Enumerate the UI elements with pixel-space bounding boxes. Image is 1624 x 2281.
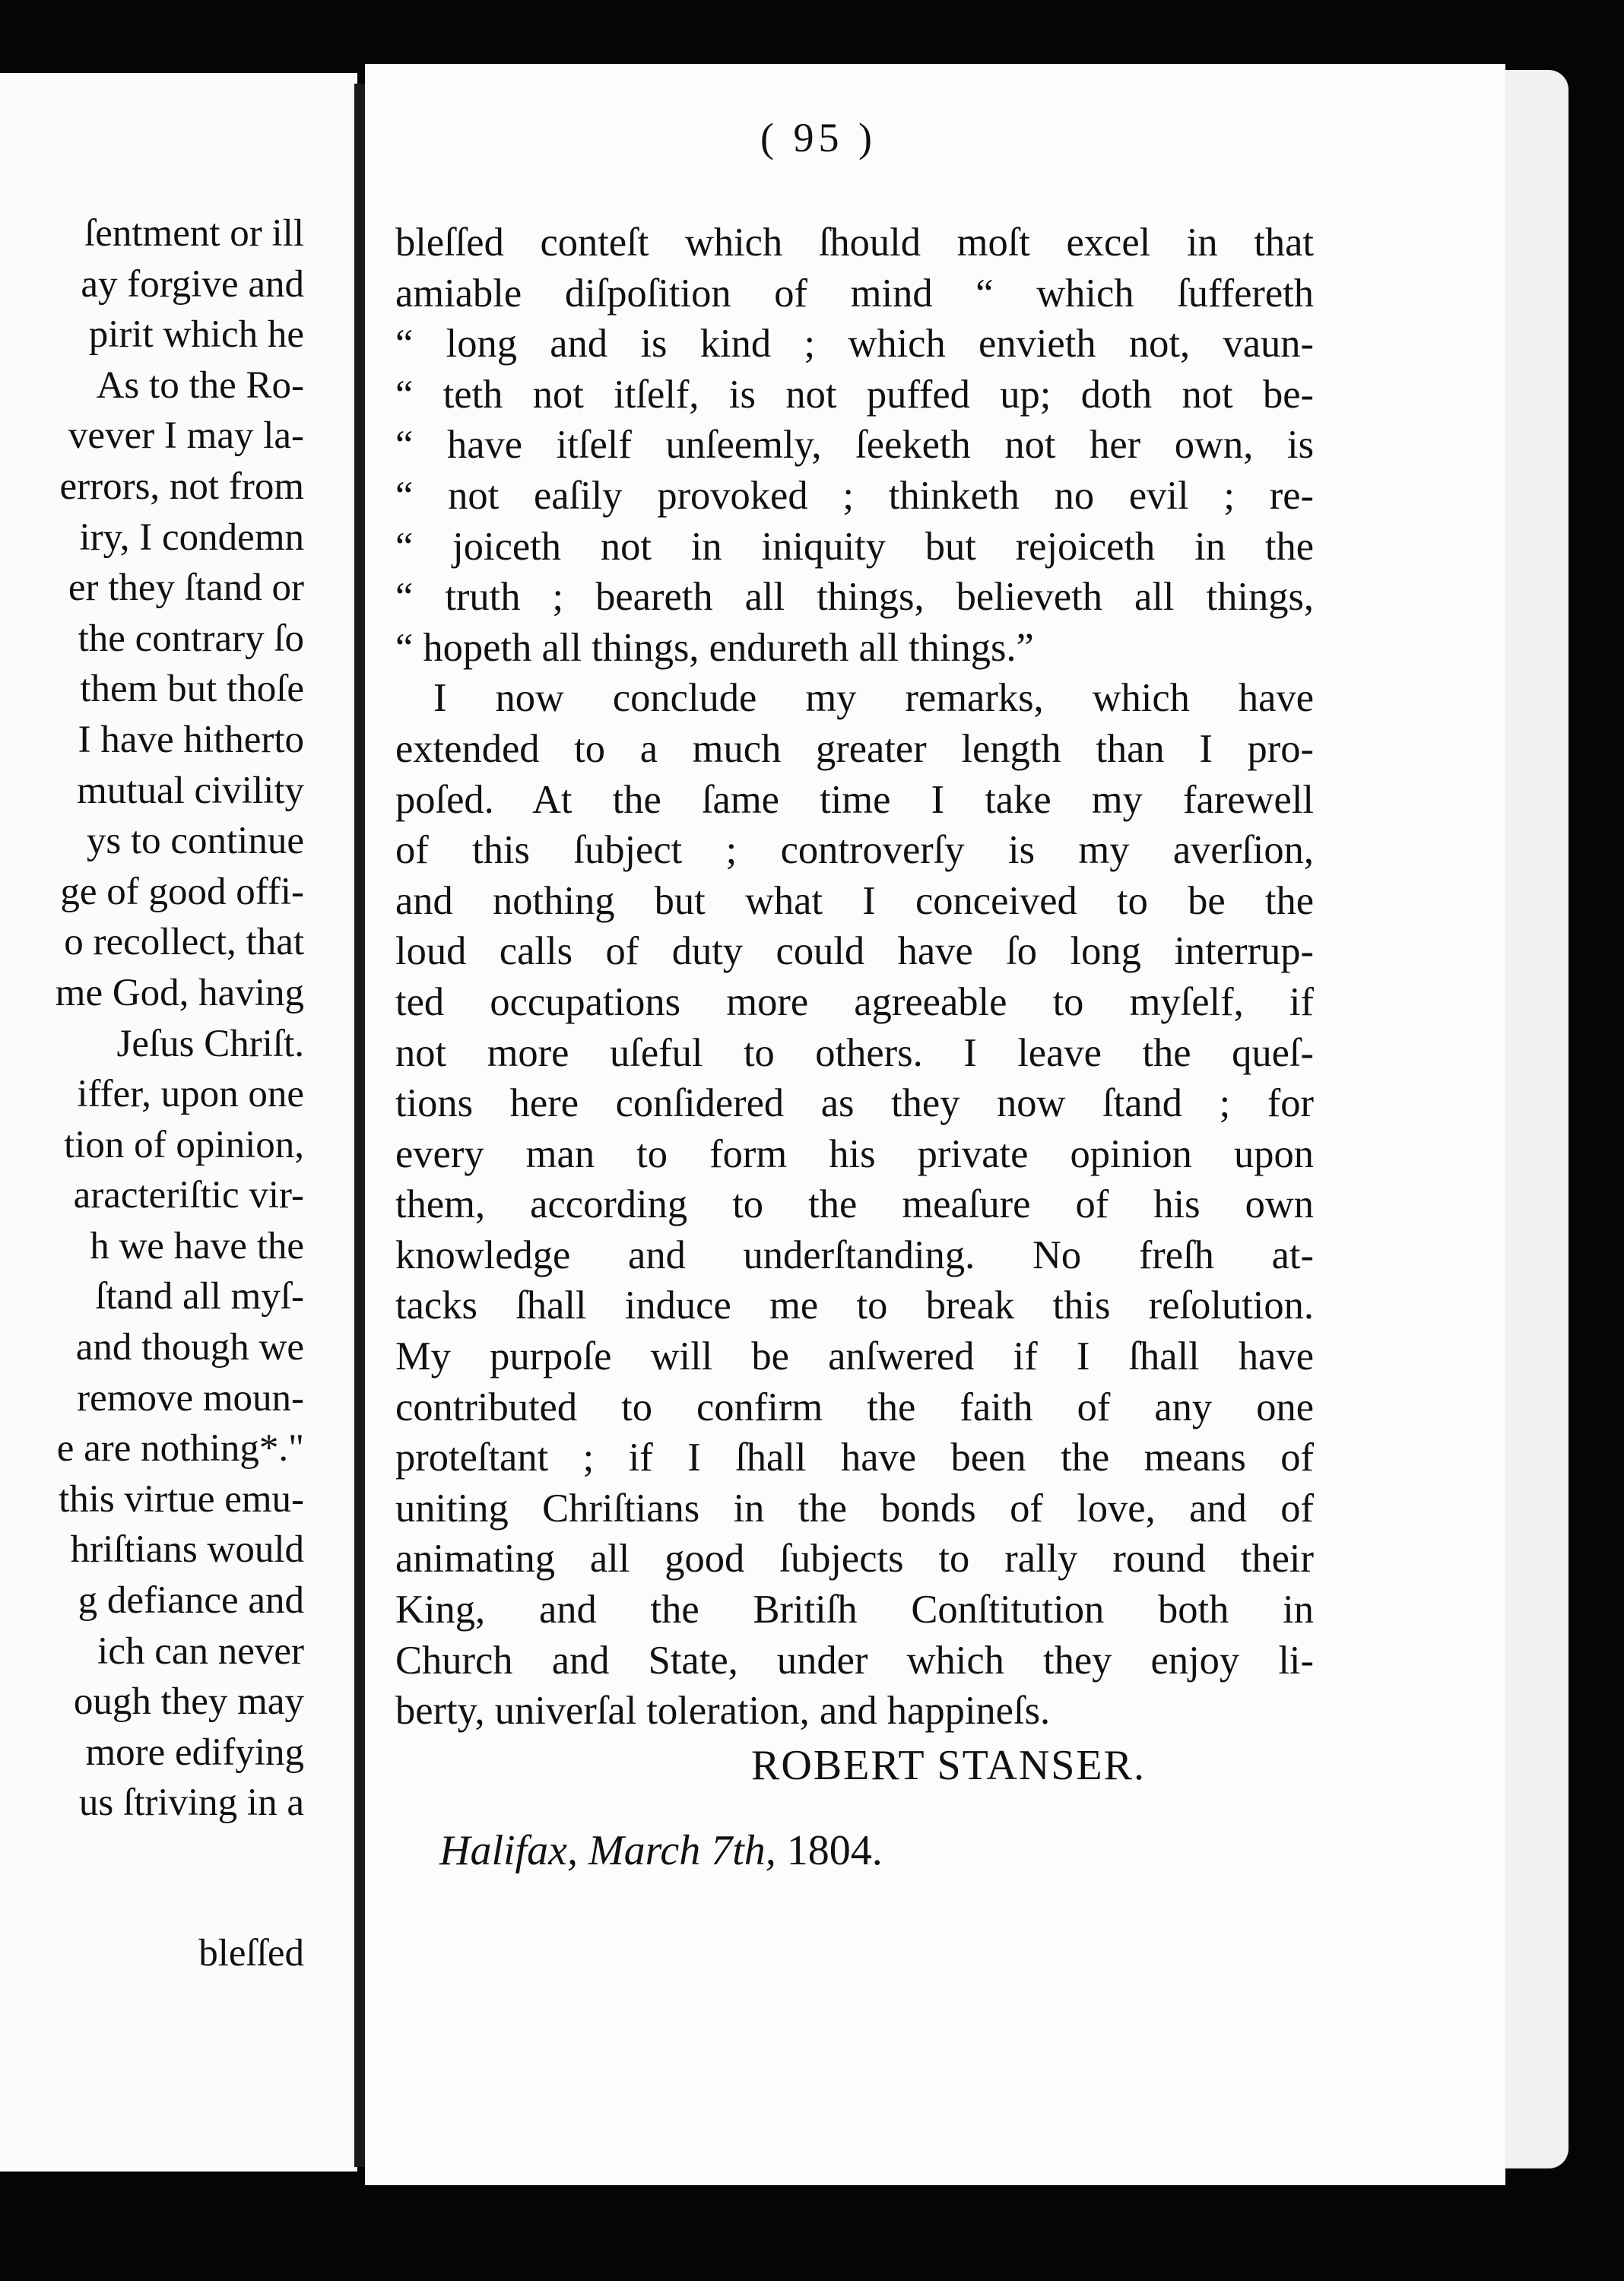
body-text bbox=[395, 217, 1314, 1737]
left-page-line: mutual civility bbox=[77, 769, 304, 812]
text-line: “ have itſelf unſeemly, ſeeketh not her own, is bbox=[395, 423, 1314, 468]
text-line: ted occupations more agreeable to myſelf, if bbox=[395, 979, 1314, 1024]
text-line: them, according to the meaſure of his own bbox=[395, 1182, 1314, 1227]
left-page-line: this virtue emu- bbox=[59, 1477, 304, 1521]
left-page bbox=[0, 73, 357, 2172]
left-page-line: errors, not from bbox=[59, 465, 304, 508]
left-page-text bbox=[56, 208, 304, 1829]
text-line: of this ſubject ; controverſy is my averſion, bbox=[395, 828, 1314, 873]
left-page-line: me God, having bbox=[55, 971, 304, 1014]
text-line: and nothing but what I conceived to be the bbox=[395, 878, 1314, 923]
left-page-line: iffer, upon one bbox=[77, 1073, 304, 1116]
text-line: contributed to confirm the faith of any one bbox=[395, 1385, 1314, 1429]
text-line: Church and State, under which they enjoy li- bbox=[395, 1638, 1314, 1683]
left-page-line: ſtand all myſ- bbox=[95, 1275, 304, 1318]
left-page-line: and though we bbox=[75, 1326, 304, 1369]
left-page-line: h we have the bbox=[90, 1224, 304, 1267]
left-page-line: er they ſtand or bbox=[68, 566, 304, 610]
text-line: every man to form his private opinion upon bbox=[395, 1131, 1314, 1176]
left-page-line: vever I may la- bbox=[68, 414, 304, 458]
left-page-line: ſentment or ill bbox=[84, 212, 304, 255]
left-page-line: aracteriſtic vir- bbox=[73, 1174, 304, 1217]
left-page-line: As to the Ro- bbox=[96, 363, 304, 407]
left-page-line: Jeſus Chriſt. bbox=[116, 1022, 304, 1065]
text-line: tions here conſidered as they now ſtand ; for bbox=[395, 1081, 1314, 1126]
left-page-line: g defiance and bbox=[78, 1579, 304, 1623]
text-line: King, and the Britiſh Conſtitution both in bbox=[395, 1588, 1314, 1632]
text-line: “ not eaſily provoked ; thinketh no evil ; re- bbox=[395, 473, 1314, 518]
left-page-line: pirit which he bbox=[88, 313, 304, 357]
text-line: animating all good ſubjects to rally round their bbox=[395, 1537, 1314, 1581]
text-line: “ long and is kind ; which envieth not, vaun- bbox=[395, 322, 1314, 366]
left-page-line: o recollect, that bbox=[64, 921, 304, 964]
text-line: berty, univerſal toleration, and happineſs. bbox=[395, 1689, 1051, 1734]
left-page-line: ay forgive and bbox=[81, 262, 304, 306]
left-page-line: e are nothing*." bbox=[56, 1427, 304, 1470]
page-edge bbox=[1502, 70, 1568, 2168]
left-page-line: more edifying bbox=[85, 1731, 304, 1774]
dateline-year: 1804. bbox=[786, 1827, 883, 1874]
text-line: extended to a much greater length than I pro- bbox=[395, 726, 1314, 771]
dateline-place: Halifax, March 7th, bbox=[439, 1827, 776, 1874]
left-page-line: tion of opinion, bbox=[64, 1123, 304, 1166]
left-page-line: iry, I condemn bbox=[79, 516, 304, 559]
text-line: “ teth not itſelf, is not puffed up; doth not be- bbox=[395, 372, 1314, 417]
left-page-line: the contrary ſo bbox=[78, 617, 304, 660]
text-line: amiable diſpoſition of mind “ which ſuffereth bbox=[395, 271, 1314, 316]
text-line: poſed. At the ſame time I take my farewell bbox=[395, 777, 1314, 822]
text-line: bleſſed conteſt which ſhould moſt excel in that bbox=[395, 220, 1314, 265]
text-line: tacks ſhall induce me to break this reſolution. bbox=[395, 1283, 1314, 1328]
left-page-line: ich can never bbox=[97, 1629, 304, 1673]
left-page-line: them but thoſe bbox=[80, 668, 304, 711]
text-line: “ hopeth all things, endureth all things.” bbox=[395, 625, 1034, 670]
dateline bbox=[439, 1826, 883, 1875]
page-number: ( 95 ) bbox=[760, 115, 877, 160]
left-page-line: ge of good offi- bbox=[60, 870, 304, 913]
left-catchword: bleſſed bbox=[198, 1932, 304, 1975]
left-page-line: us ſtriving in a bbox=[78, 1781, 304, 1825]
book-gutter bbox=[354, 84, 365, 2167]
left-page-line: remove moun- bbox=[77, 1376, 304, 1420]
text-line: knowledge and underſtanding. No freſh at- bbox=[395, 1233, 1314, 1277]
left-page-line: I have hitherto bbox=[78, 718, 304, 761]
text-line: “ joiceth not in iniquity but rejoiceth in the bbox=[395, 524, 1314, 569]
text-line: not more uſeful to others. I leave the queſ- bbox=[395, 1030, 1314, 1075]
text-line: loud calls of duty could have ſo long interrup- bbox=[395, 929, 1314, 974]
left-page-line: hriſtians would bbox=[70, 1528, 304, 1572]
text-line: “ truth ; beareth all things, believeth all things, bbox=[395, 575, 1314, 620]
left-page-line: ough they may bbox=[73, 1680, 304, 1724]
text-line: I now conclude my remarks, which have bbox=[433, 676, 1314, 721]
text-line: uniting Chriſtians in the bonds of love, and of bbox=[395, 1486, 1314, 1531]
text-line: proteſtant ; if I ſhall have been the means of bbox=[395, 1436, 1314, 1480]
text-line: My purpoſe will be anſwered if I ſhall have bbox=[395, 1334, 1314, 1379]
author-signature: ROBERT STANSER. bbox=[751, 1742, 1146, 1789]
left-page-line: ys to continue bbox=[86, 820, 304, 863]
